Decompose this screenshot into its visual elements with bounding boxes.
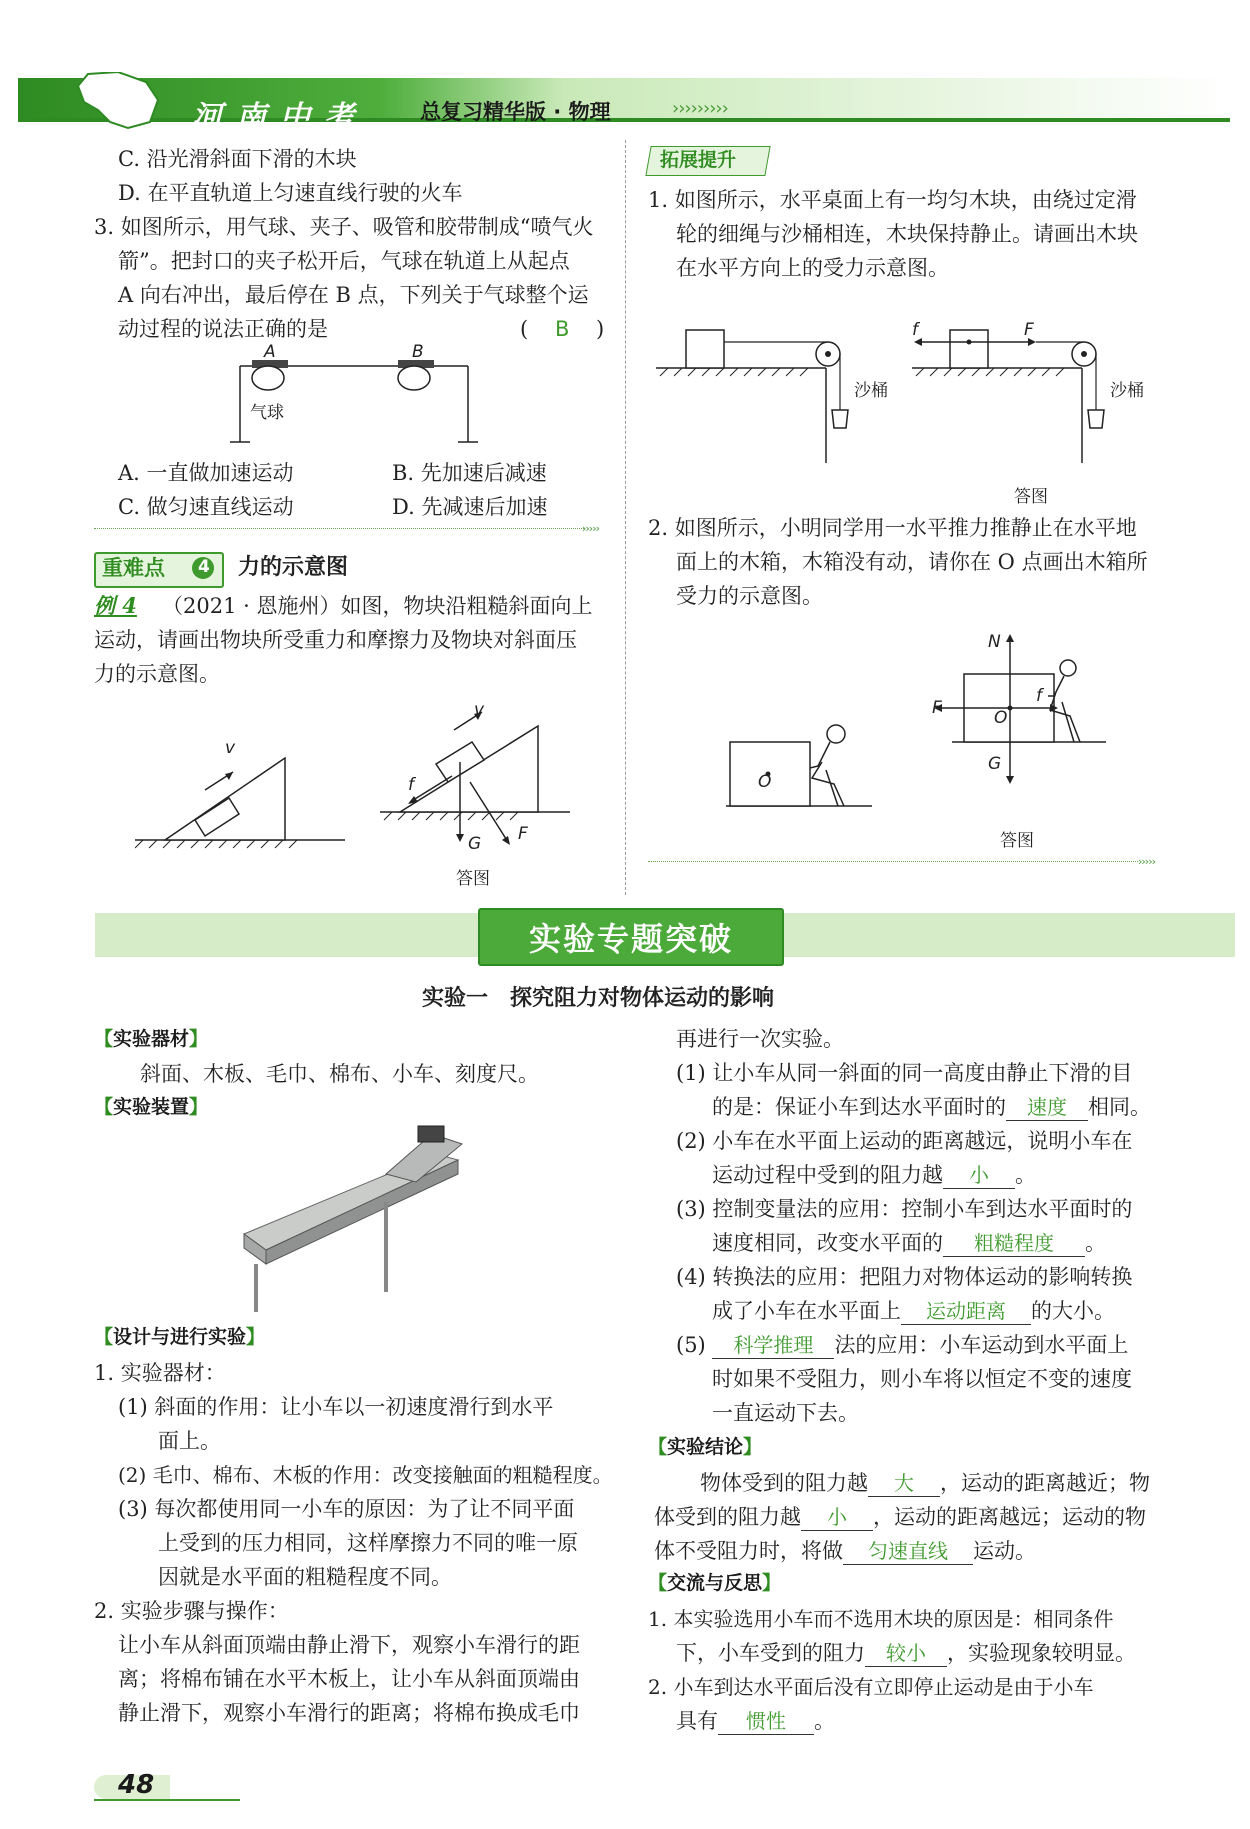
- answer-uniform-linear: 匀速直线: [843, 1538, 973, 1565]
- conclusion-label: 【实验结论】: [648, 1436, 763, 1458]
- design-line-3: 面上。: [158, 1429, 221, 1453]
- answer-G-label-2: G: [988, 754, 1002, 774]
- incline-figure: [135, 722, 345, 852]
- q3-line-1: 3. 如图所示，用气球、夹子、吸管和胶带制成“喷气火: [94, 215, 594, 239]
- answer-inertia: 惯性: [718, 1708, 814, 1735]
- reflect-1b-text: 下，小车受到的阻力: [676, 1641, 865, 1665]
- q3-answer-open: (: [520, 317, 529, 341]
- conclusion-1a: 物体受到的阻力越: [700, 1471, 868, 1495]
- answer-small-2: 小: [801, 1504, 873, 1531]
- rq2-line-3: 受力的示意图。: [676, 584, 823, 608]
- rq-1b: [712, 1090, 1151, 1124]
- right-divider: [648, 861, 1138, 862]
- rq1-line-3: 在水平方向上的受力示意图。: [676, 256, 949, 280]
- rq-4c-text: 的大小。: [1031, 1299, 1115, 1323]
- rq-3b: [712, 1226, 1106, 1260]
- reflect-2a: 2. 小车到达水平面后没有立即停止运动是由于小车: [648, 1675, 1094, 1699]
- conclusion-2b: ，运动的距离越远；运动的物: [873, 1505, 1146, 1529]
- answer-v-label: v: [474, 700, 485, 720]
- q3-line-4: 动过程的说法正确的是: [118, 317, 328, 341]
- q3-line-2: 箭”。把封口的夹子松开后，气球在轨道上从起点: [118, 249, 570, 273]
- push-box-answer-figure: [930, 630, 1110, 790]
- section-divider: [94, 528, 584, 529]
- design-line-9: 让小车从斜面顶端由静止滑下，观察小车滑行的距: [118, 1633, 580, 1657]
- rq1-line-2: 轮的细绳与沙桶相连，木块保持静止。请画出木块: [676, 222, 1138, 246]
- reflect-2b-text: 具有: [676, 1709, 718, 1733]
- answer-velocity: 速度: [1006, 1094, 1088, 1121]
- reflect-1c-text: ，实验现象较明显。: [947, 1641, 1136, 1665]
- reflect-2c-text: 。: [814, 1709, 835, 1733]
- setup-label-text: 实验装置: [113, 1096, 190, 1118]
- answer-O-label: O: [994, 708, 1008, 728]
- choice-b: B. 先加速后减速: [392, 461, 547, 485]
- header-subtitle: 总复习精华版 · 物理: [420, 100, 611, 124]
- pulley-f-label: f: [912, 320, 918, 340]
- rq-5a-text: 法的应用：小车运动到水平面上: [834, 1333, 1129, 1357]
- example-line-1: （2021 · 恩施州）如图，物块沿粗糙斜面向上: [162, 594, 593, 618]
- rq-5c: 一直运动下去。: [712, 1401, 859, 1425]
- design-line-2: (1) 斜面的作用：让小车以一初速度滑行到水平: [118, 1395, 554, 1419]
- answer-small: 小: [943, 1162, 1015, 1189]
- page-number-rule: [94, 1799, 240, 1801]
- push-answer-caption: 答图: [1000, 831, 1034, 851]
- conclusion-3b: 运动。: [973, 1539, 1036, 1563]
- fig-label-a: A: [264, 342, 276, 362]
- conclusion-3: [654, 1534, 1036, 1568]
- fig-label-balloon: 气球: [250, 403, 284, 423]
- answer-roughness: 粗糙程度: [943, 1230, 1085, 1257]
- choice-a: A. 一直做加速运动: [118, 461, 294, 485]
- rq-5b: 时如果不受阻力，则小车将以恒定不变的速度: [712, 1367, 1132, 1391]
- choice-d: D. 先减速后加速: [392, 495, 548, 519]
- design-line-5: (3) 每次都使用同一小车的原因：为了让不同平面: [118, 1497, 575, 1521]
- answer-G-label: G: [468, 834, 482, 854]
- rq1-line-1: 1. 如图所示，水平桌面上有一均匀木块，由绕过定滑: [648, 188, 1137, 212]
- q3-answer-close: ): [596, 317, 605, 341]
- equipment-label: 【实验器材】: [94, 1028, 209, 1050]
- push-box-figure: [726, 722, 872, 814]
- equipment-label-text: 实验器材: [113, 1028, 190, 1050]
- pulley-F-label: F: [1024, 320, 1034, 340]
- choice-c: C. 做匀速直线运动: [118, 495, 294, 519]
- conclusion-2: [654, 1500, 1146, 1534]
- conclusion-3a: 体不受阻力时，将做: [654, 1539, 843, 1563]
- right-divider-arrows-icon: ›››››: [1138, 855, 1155, 868]
- rq-2b-text: 运动过程中受到的阻力越: [712, 1163, 943, 1187]
- experiment-title: 实验一 探究阻力对物体运动的影响: [422, 986, 775, 1011]
- answer-F-label: F: [518, 824, 528, 844]
- example-line-3: 力的示意图。: [94, 662, 220, 686]
- design-label: 【设计与进行实验】: [94, 1326, 266, 1348]
- example-answer-caption: 答图: [456, 869, 490, 889]
- experiment-setup-illustration: [236, 1124, 476, 1314]
- rq-5-pre: (5): [676, 1333, 706, 1357]
- equipment-text: 斜面、木板、毛巾、棉布、小车、刻度尺。: [140, 1062, 539, 1086]
- conclusion-2a: 体受到的阻力越: [654, 1505, 801, 1529]
- rq-2b: [712, 1158, 1036, 1192]
- bucket-label-1: 沙桶: [854, 381, 888, 401]
- q3-line-3: A 向右冲出，最后停在 B 点，下列关于气球整个运: [118, 283, 589, 307]
- rq-3b-text: 速度相同，改变水平面的: [712, 1231, 943, 1255]
- answer-f-label-2: f: [1036, 686, 1042, 706]
- reflect-2b: [676, 1704, 835, 1738]
- answer-large: 大: [868, 1470, 940, 1497]
- design-line-1: 1. 实验器材：: [94, 1361, 226, 1385]
- conclusion-label-text: 实验结论: [667, 1436, 744, 1458]
- rq-2c-text: 。: [1015, 1163, 1036, 1187]
- fig-label-b: B: [412, 342, 424, 362]
- answer-distance: 运动距离: [901, 1298, 1031, 1325]
- answer-N-label: N: [988, 632, 1001, 652]
- answer-F-label-2: F: [932, 698, 942, 718]
- conclusion-1b: ，运动的距离越近；物: [940, 1471, 1150, 1495]
- balloon-track-figure: [220, 342, 480, 452]
- rq-3c-text: 。: [1085, 1231, 1106, 1255]
- design-label-text: 设计与进行实验: [113, 1326, 247, 1348]
- rq-5a: [676, 1328, 1128, 1362]
- reflect-1a: 1. 本实验选用小车而不选用木块的原因是：相同条件: [648, 1607, 1114, 1631]
- key-point-number: 4: [198, 557, 210, 577]
- header-title: 河南中考: [192, 100, 368, 135]
- key-point-label: 重难点: [102, 556, 165, 580]
- rq-1b-text: 的是：保证小车到达水平面时的: [712, 1095, 1006, 1119]
- column-divider: [625, 140, 626, 895]
- page-number: 48: [118, 1770, 155, 1800]
- reflect-1b: [676, 1636, 1136, 1670]
- rq-4b: [712, 1294, 1115, 1328]
- rq-1c-text: 相同。: [1088, 1095, 1151, 1119]
- design-line-4: (2) 毛巾、棉布、木板的作用：改变接触面的粗糙程度。: [118, 1463, 613, 1487]
- pulley-answer-caption: 答图: [1014, 487, 1048, 507]
- divider-arrows-icon: ›››››: [582, 522, 599, 535]
- example-line-2: 运动，请画出物块所受重力和摩擦力及物块对斜面压: [94, 628, 577, 652]
- rq-3a: (3) 控制变量法的应用：控制小车到达水平面时的: [676, 1197, 1133, 1221]
- example-label: 例 4: [94, 593, 137, 618]
- design-line-11: 静止滑下，观察小车滑行的距离；将棉布换成毛巾: [118, 1701, 580, 1725]
- reflect-label: 【交流与反思】: [648, 1572, 782, 1594]
- setup-label: 【实验装置】: [94, 1096, 209, 1118]
- bucket-label-2: 沙桶: [1110, 381, 1144, 401]
- rq-4b-text: 成了小车在水平面上: [712, 1299, 901, 1323]
- experiment-banner-label: 实验专题突破: [528, 920, 733, 958]
- design-line-10: 离；将棉布铺在水平木板上，让小车从斜面顶端由: [118, 1667, 580, 1691]
- rq-2a: (2) 小车在水平面上运动的距离越远，说明小车在: [676, 1129, 1133, 1153]
- key-point-title: 力的示意图: [238, 555, 349, 580]
- right-intro: 再进行一次实验。: [676, 1027, 844, 1051]
- q3-answer: B: [555, 317, 570, 341]
- design-line-7: 因就是水平面的粗糙程度不同。: [158, 1565, 452, 1589]
- expand-badge-label: 拓展提升: [660, 149, 737, 171]
- answer-smaller: 较小: [865, 1640, 947, 1667]
- rq2-line-1: 2. 如图所示，小明同学用一水平推力推静止在水平地: [648, 516, 1137, 540]
- design-line-8: 2. 实验步骤与操作：: [94, 1599, 289, 1623]
- rq-1a: (1) 让小车从同一斜面的同一高度由静止下滑的目: [676, 1061, 1133, 1085]
- header-arrows-icon: ›››››››››: [672, 98, 728, 119]
- rq-4a: (4) 转换法的应用：把阻力对物体运动的影响转换: [676, 1265, 1133, 1289]
- box-O-label: O: [758, 772, 772, 792]
- answer-scientific-reasoning: 科学推理: [712, 1332, 834, 1359]
- answer-f-label: f: [408, 775, 414, 795]
- option-d-text: D. 在平直轨道上匀速直线行驶的火车: [118, 181, 463, 205]
- option-c-text: C. 沿光滑斜面下滑的木块: [118, 147, 357, 171]
- incline-v-label: v: [225, 738, 236, 758]
- reflect-label-text: 交流与反思: [667, 1572, 763, 1594]
- rq2-line-2: 面上的木箱，木箱没有动，请你在 O 点画出木箱所: [676, 550, 1148, 574]
- design-line-6: 上受到的压力相同，这样摩擦力不同的唯一原: [158, 1531, 578, 1555]
- conclusion-1: [700, 1466, 1150, 1500]
